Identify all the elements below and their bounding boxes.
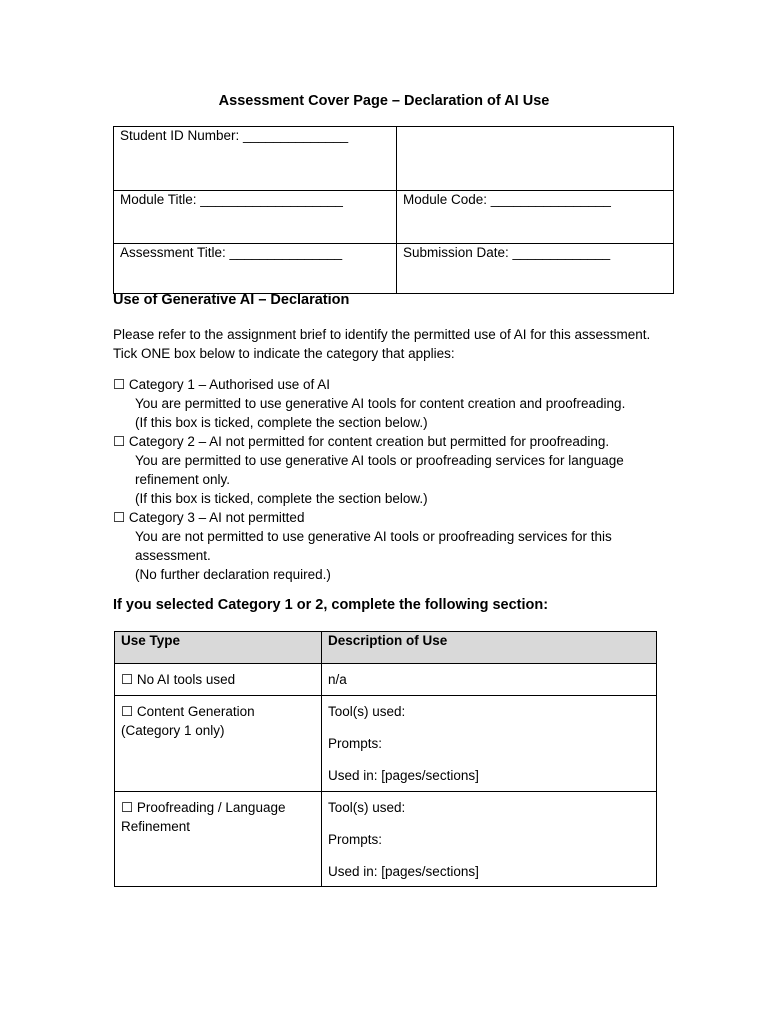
module-code-field[interactable]: Module Code: ________________ [403,192,611,207]
ai-usage-table [114,631,657,887]
submission-date-cell[interactable] [397,244,674,294]
student-id-field[interactable]: Student ID Number: ______________ [120,128,349,143]
category-3 [113,508,673,584]
content-generation-note: (Category 1 only) [121,723,225,738]
proofreading-checkbox[interactable]: ☐ Proofreading / Language [121,800,286,815]
description-no-ai[interactable] [322,664,657,696]
proofreading-note: Refinement [121,819,191,834]
tools-used-label: Tool(s) used: [328,800,406,815]
category-1-checkbox[interactable]: ☐ Category 1 – Authorised use of AI [113,377,330,392]
declaration-heading: Use of Generative AI – Declaration [113,292,350,308]
category-1-desc: You are permitted to use generative AI tools for content creation and proofreading. [135,396,626,411]
declaration-intro: Please refer to the assignment brief to identify the permitted use of AI for this assessment. Tick ONE box below to indicate the category that applies: [113,327,651,361]
used-in-label: Used in: [pages/sections] [328,864,479,879]
prompts-label: Prompts: [328,736,383,751]
description-content-generation[interactable] [322,696,657,792]
tools-used-label: Tool(s) used: [328,704,406,719]
category-list [113,375,673,584]
student-id-cell[interactable] [114,127,397,191]
empty-cell [397,127,674,191]
use-type-no-ai[interactable] [115,664,322,696]
category-2-note: (If this box is ticked, complete the section below.) [135,491,428,506]
category-2-desc: You are permitted to use generative AI tools or proofreading services for language refinement only. [135,453,624,487]
no-ai-desc: n/a [328,672,347,687]
assessment-title-field[interactable]: Assessment Title: _______________ [120,245,343,260]
use-type-content-generation[interactable] [115,696,322,792]
prompts-label: Prompts: [328,832,383,847]
use-type-proofreading[interactable] [115,792,322,887]
category-1 [113,375,673,432]
assessment-title-cell[interactable] [114,244,397,294]
used-in-label: Used in: [pages/sections] [328,768,479,783]
document-title: Assessment Cover Page – Declaration of AI Use [218,93,550,109]
content-generation-checkbox[interactable]: ☐ Content Generation [121,704,255,719]
submission-date-field[interactable]: Submission Date: _____________ [403,245,611,260]
category-2-checkbox[interactable]: ☐ Category 2 – AI not permitted for content creation but permitted for proofreading. [113,434,610,449]
use-type-header: Use Type [115,632,322,664]
module-title-field[interactable]: Module Title: ___________________ [120,192,343,207]
category-1-note: (If this box is ticked, complete the section below.) [135,415,428,430]
category-3-checkbox[interactable]: ☐ Category 3 – AI not permitted [113,510,305,525]
usage-section-heading: If you selected Category 1 or 2, complete the following section: [113,597,549,613]
description-header: Description of Use [322,632,657,664]
no-ai-checkbox[interactable]: ☐ No AI tools used [121,672,236,687]
description-proofreading[interactable] [322,792,657,887]
student-details-table [113,126,674,294]
category-3-note: (No further declaration required.) [135,567,331,582]
module-title-cell[interactable] [114,191,397,244]
category-3-desc: You are not permitted to use generative AI tools or proofreading services for this assessment. [135,529,612,563]
category-2 [113,432,673,508]
module-code-cell[interactable] [397,191,674,244]
